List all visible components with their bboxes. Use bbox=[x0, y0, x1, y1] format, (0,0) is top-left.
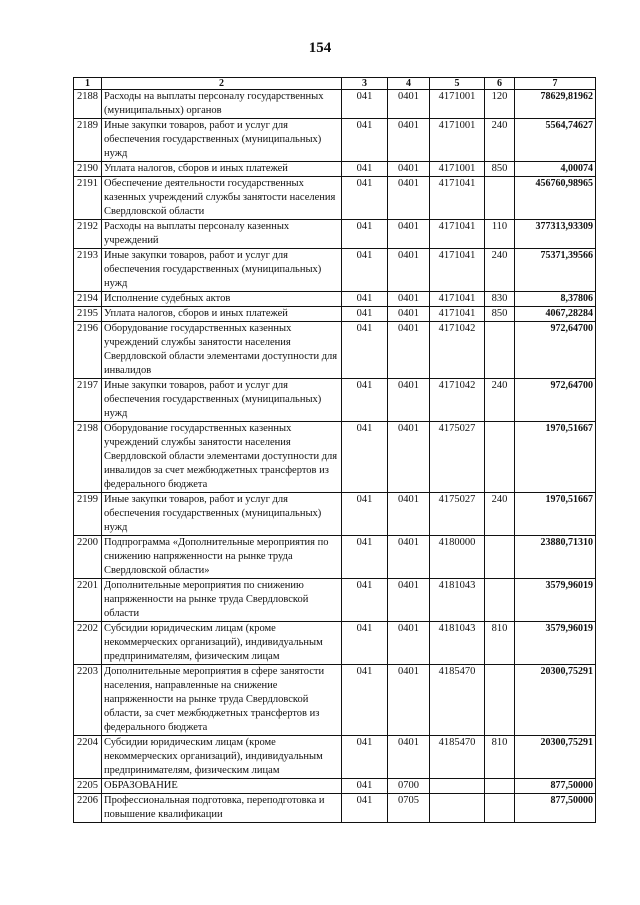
row-code-4: 0700 bbox=[388, 779, 430, 794]
row-amount: 972,64700 bbox=[515, 379, 596, 422]
row-code-3: 041 bbox=[342, 536, 388, 579]
row-amount: 23880,71310 bbox=[515, 536, 596, 579]
row-name: Расходы на выплаты персоналу государственных (муниципальных) органов bbox=[102, 90, 342, 119]
row-name: Дополнительные мероприятия по снижению напряженности на рынке труда Свердловской области bbox=[102, 579, 342, 622]
row-code-4: 0401 bbox=[388, 622, 430, 665]
header-cell: 7 bbox=[515, 78, 596, 90]
row-name: Подпрограмма «Дополнительные мероприятия по снижению напряженности на рынке труда Свердловской области» bbox=[102, 536, 342, 579]
row-code-3: 041 bbox=[342, 579, 388, 622]
row-code-4: 0401 bbox=[388, 292, 430, 307]
row-number: 2203 bbox=[74, 665, 102, 736]
row-code-5 bbox=[430, 794, 485, 823]
row-number: 2206 bbox=[74, 794, 102, 823]
row-amount: 1970,51667 bbox=[515, 493, 596, 536]
row-code-5: 4171041 bbox=[430, 177, 485, 220]
row-code-4: 0401 bbox=[388, 736, 430, 779]
table-row bbox=[74, 249, 596, 292]
row-number: 2195 bbox=[74, 307, 102, 322]
row-code-4: 0401 bbox=[388, 307, 430, 322]
table-row bbox=[74, 90, 596, 119]
row-amount: 4,00074 bbox=[515, 162, 596, 177]
table-row bbox=[74, 665, 596, 736]
row-code-5: 4175027 bbox=[430, 422, 485, 493]
row-code-6 bbox=[485, 536, 515, 579]
row-code-6 bbox=[485, 322, 515, 379]
row-code-6: 240 bbox=[485, 379, 515, 422]
row-code-6: 830 bbox=[485, 292, 515, 307]
row-code-5 bbox=[430, 779, 485, 794]
header-cell: 2 bbox=[102, 78, 342, 90]
row-code-4: 0401 bbox=[388, 536, 430, 579]
header-cell: 5 bbox=[430, 78, 485, 90]
row-code-5: 4185470 bbox=[430, 736, 485, 779]
table-row bbox=[74, 220, 596, 249]
row-code-5: 4181043 bbox=[430, 579, 485, 622]
row-code-6 bbox=[485, 794, 515, 823]
table-row bbox=[74, 379, 596, 422]
row-code-4: 0401 bbox=[388, 162, 430, 177]
row-code-3: 041 bbox=[342, 422, 388, 493]
table-row bbox=[74, 536, 596, 579]
row-code-3: 041 bbox=[342, 162, 388, 177]
row-amount: 377313,93309 bbox=[515, 220, 596, 249]
row-code-3: 041 bbox=[342, 177, 388, 220]
header-cell: 3 bbox=[342, 78, 388, 90]
row-code-4: 0401 bbox=[388, 220, 430, 249]
row-code-5: 4171001 bbox=[430, 162, 485, 177]
header-cell: 1 bbox=[74, 78, 102, 90]
row-code-6 bbox=[485, 422, 515, 493]
row-code-4: 0401 bbox=[388, 579, 430, 622]
row-code-3: 041 bbox=[342, 622, 388, 665]
header-cell: 4 bbox=[388, 78, 430, 90]
row-name: Оборудование государственных казенных учреждений службы занятости населения Свердловской области элементами доступности для инвалидов за счет межбюджетных трансфертов из федерального бюджета bbox=[102, 422, 342, 493]
row-code-3: 041 bbox=[342, 307, 388, 322]
row-amount: 4067,28284 bbox=[515, 307, 596, 322]
row-code-6: 120 bbox=[485, 90, 515, 119]
row-code-4: 0401 bbox=[388, 379, 430, 422]
row-name: Иные закупки товаров, работ и услуг для обеспечения государственных (муниципальных) нужд bbox=[102, 249, 342, 292]
row-number: 2197 bbox=[74, 379, 102, 422]
row-amount: 5564,74627 bbox=[515, 119, 596, 162]
row-name: ОБРАЗОВАНИЕ bbox=[102, 779, 342, 794]
row-code-6: 810 bbox=[485, 622, 515, 665]
row-code-4: 0401 bbox=[388, 422, 430, 493]
row-number: 2204 bbox=[74, 736, 102, 779]
table-row bbox=[74, 307, 596, 322]
row-number: 2205 bbox=[74, 779, 102, 794]
row-code-6 bbox=[485, 177, 515, 220]
row-code-3: 041 bbox=[342, 90, 388, 119]
row-code-3: 041 bbox=[342, 665, 388, 736]
row-number: 2190 bbox=[74, 162, 102, 177]
row-code-4: 0401 bbox=[388, 493, 430, 536]
row-code-6: 240 bbox=[485, 493, 515, 536]
row-name: Субсидии юридическим лицам (кроме некоммерческих организаций), индивидуальным предпринимателям, физическим лицам bbox=[102, 622, 342, 665]
row-code-6: 810 bbox=[485, 736, 515, 779]
table-row bbox=[74, 292, 596, 307]
row-code-6: 850 bbox=[485, 307, 515, 322]
row-amount: 1970,51667 bbox=[515, 422, 596, 493]
header-cell: 6 bbox=[485, 78, 515, 90]
table-row bbox=[74, 322, 596, 379]
table-row bbox=[74, 794, 596, 823]
row-code-3: 041 bbox=[342, 292, 388, 307]
row-code-6: 110 bbox=[485, 220, 515, 249]
row-number: 2194 bbox=[74, 292, 102, 307]
row-amount: 8,37806 bbox=[515, 292, 596, 307]
table-row bbox=[74, 736, 596, 779]
row-name: Уплата налогов, сборов и иных платежей bbox=[102, 307, 342, 322]
table-row bbox=[74, 579, 596, 622]
row-code-6 bbox=[485, 779, 515, 794]
row-code-6 bbox=[485, 579, 515, 622]
row-code-5: 4181043 bbox=[430, 622, 485, 665]
row-code-5: 4171042 bbox=[430, 322, 485, 379]
table-header-row bbox=[74, 78, 596, 90]
row-amount: 78629,81962 bbox=[515, 90, 596, 119]
row-name: Иные закупки товаров, работ и услуг для обеспечения государственных (муниципальных) нужд bbox=[102, 493, 342, 536]
row-code-4: 0705 bbox=[388, 794, 430, 823]
row-number: 2198 bbox=[74, 422, 102, 493]
row-name: Исполнение судебных актов bbox=[102, 292, 342, 307]
row-number: 2201 bbox=[74, 579, 102, 622]
row-code-6 bbox=[485, 665, 515, 736]
row-code-4: 0401 bbox=[388, 249, 430, 292]
row-name: Профессиональная подготовка, переподготовка и повышение квалификации bbox=[102, 794, 342, 823]
row-amount: 972,64700 bbox=[515, 322, 596, 379]
row-code-6: 240 bbox=[485, 119, 515, 162]
row-code-3: 041 bbox=[342, 736, 388, 779]
row-code-5: 4171041 bbox=[430, 292, 485, 307]
row-code-6: 240 bbox=[485, 249, 515, 292]
row-code-4: 0401 bbox=[388, 119, 430, 162]
table-row bbox=[74, 119, 596, 162]
row-number: 2202 bbox=[74, 622, 102, 665]
table-row bbox=[74, 493, 596, 536]
row-name: Субсидии юридическим лицам (кроме некоммерческих организаций), индивидуальным предпринимателям, физическим лицам bbox=[102, 736, 342, 779]
row-number: 2199 bbox=[74, 493, 102, 536]
row-name: Иные закупки товаров, работ и услуг для обеспечения государственных (муниципальных) нужд bbox=[102, 379, 342, 422]
row-code-3: 041 bbox=[342, 794, 388, 823]
row-code-5: 4185470 bbox=[430, 665, 485, 736]
row-code-5: 4171041 bbox=[430, 249, 485, 292]
budget-table bbox=[73, 77, 596, 823]
table-row bbox=[74, 422, 596, 493]
row-number: 2191 bbox=[74, 177, 102, 220]
table-row bbox=[74, 177, 596, 220]
row-number: 2189 bbox=[74, 119, 102, 162]
page-number: 154 bbox=[308, 40, 332, 56]
row-code-3: 041 bbox=[342, 493, 388, 536]
row-code-5: 4171041 bbox=[430, 307, 485, 322]
row-name: Обеспечение деятельности государственных казенных учреждений службы занятости населения Свердловской области bbox=[102, 177, 342, 220]
row-code-5: 4171001 bbox=[430, 119, 485, 162]
row-amount: 75371,39566 bbox=[515, 249, 596, 292]
row-amount: 877,50000 bbox=[515, 779, 596, 794]
row-amount: 456760,98965 bbox=[515, 177, 596, 220]
row-code-4: 0401 bbox=[388, 90, 430, 119]
row-code-4: 0401 bbox=[388, 665, 430, 736]
row-name: Уплата налогов, сборов и иных платежей bbox=[102, 162, 342, 177]
row-code-5: 4171001 bbox=[430, 90, 485, 119]
row-name: Оборудование государственных казенных учреждений службы занятости населения Свердловской области элементами доступности для инвалидов bbox=[102, 322, 342, 379]
row-code-5: 4175027 bbox=[430, 493, 485, 536]
row-amount: 3579,96019 bbox=[515, 579, 596, 622]
row-code-5: 4171042 bbox=[430, 379, 485, 422]
row-name: Расходы на выплаты персоналу казенных учреждений bbox=[102, 220, 342, 249]
row-name: Иные закупки товаров, работ и услуг для обеспечения государственных (муниципальных) нужд bbox=[102, 119, 342, 162]
row-amount: 3579,96019 bbox=[515, 622, 596, 665]
row-code-3: 041 bbox=[342, 220, 388, 249]
row-number: 2196 bbox=[74, 322, 102, 379]
row-number: 2188 bbox=[74, 90, 102, 119]
row-code-6: 850 bbox=[485, 162, 515, 177]
row-number: 2193 bbox=[74, 249, 102, 292]
row-code-3: 041 bbox=[342, 249, 388, 292]
row-code-3: 041 bbox=[342, 779, 388, 794]
table-row bbox=[74, 622, 596, 665]
row-code-3: 041 bbox=[342, 379, 388, 422]
row-code-5: 4180000 bbox=[430, 536, 485, 579]
row-code-5: 4171041 bbox=[430, 220, 485, 249]
row-code-3: 041 bbox=[342, 322, 388, 379]
row-name: Дополнительные мероприятия в сфере занятости населения, направленные на снижение напряженности на рынке труда Свердловской области, за счет межбюджетных трансфертов из федерального бюджета bbox=[102, 665, 342, 736]
row-amount: 20300,75291 bbox=[515, 736, 596, 779]
row-code-3: 041 bbox=[342, 119, 388, 162]
row-code-4: 0401 bbox=[388, 322, 430, 379]
row-code-4: 0401 bbox=[388, 177, 430, 220]
row-number: 2200 bbox=[74, 536, 102, 579]
table-row bbox=[74, 779, 596, 794]
row-amount: 20300,75291 bbox=[515, 665, 596, 736]
table-row bbox=[74, 162, 596, 177]
row-amount: 877,50000 bbox=[515, 794, 596, 823]
row-number: 2192 bbox=[74, 220, 102, 249]
